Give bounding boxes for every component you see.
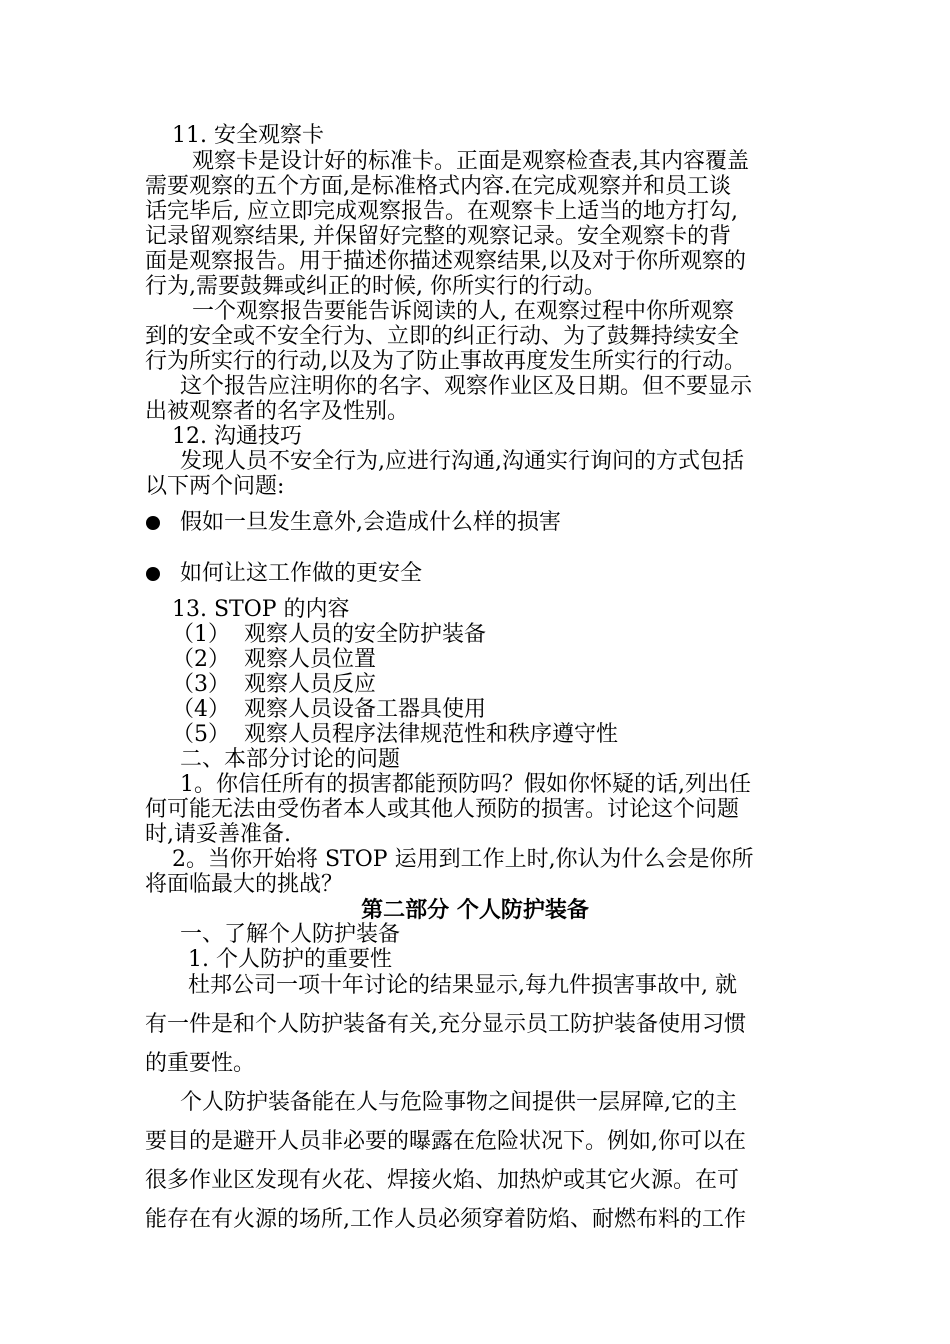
section-heading: 1. 个人防护的重要性 bbox=[188, 947, 392, 972]
section-heading-11: 11. 安全观察卡 bbox=[172, 123, 324, 148]
paragraph-line: 杜邦公司一项十年讨论的结果显示,每九件损害事故中, 就 bbox=[188, 973, 737, 998]
paragraph-line: 有一件是和个人防护装备有关,充分显示员工防护装备使用习惯 bbox=[145, 1012, 746, 1037]
section-heading-12: 12. 沟通技巧 bbox=[172, 424, 302, 449]
bullet-item: 假如一旦发生意外,会造成什么样的损害 bbox=[180, 510, 561, 535]
list-item: （2） 观察人员位置 bbox=[172, 647, 376, 672]
paragraph-line: 这个报告应注明你的名字、观察作业区及日期。但不要显示 bbox=[180, 374, 753, 399]
section-heading-13: 13. STOP 的内容 bbox=[172, 597, 350, 622]
bullet-icon bbox=[146, 567, 160, 581]
paragraph-line: 将面临最大的挑战？ bbox=[145, 872, 344, 897]
list-item: （5） 观察人员程序法律规范性和秩序遵守性 bbox=[172, 722, 618, 747]
paragraph-line: 以下两个问题: bbox=[145, 474, 285, 499]
paragraph-line: 观察卡是设计好的标准卡。正面是观察检查表,其内容覆盖 bbox=[192, 149, 749, 174]
paragraph-line: 记录留观察结果, 并保留好完整的观察记录。安全观察卡的背 bbox=[145, 224, 731, 249]
paragraph-line: 发现人员不安全行为,应进行沟通,沟通实行询问的方式包括 bbox=[180, 449, 744, 474]
paragraph-line: 需要观察的五个方面,是标准格式内容.在完成观察并和员工谈 bbox=[145, 174, 731, 199]
paragraph-line: 个人防护装备能在人与危险事物之间提供一层屏障,它的主 bbox=[180, 1090, 737, 1115]
paragraph-line: 2。当你开始将 STOP 运用到工作上时,你认为什么会是你所 bbox=[172, 847, 754, 872]
paragraph-line: 能存在有火源的场所,工作人员必须穿着防焰、耐燃布料的工作 bbox=[145, 1207, 746, 1232]
bullet-item: 如何让这工作做的更安全 bbox=[180, 561, 423, 586]
paragraph-line: 行为,需要鼓舞或纠正的时候, 你所实行的行动。 bbox=[145, 274, 606, 299]
section-heading: 一、了解个人防护装备 bbox=[180, 922, 401, 947]
list-item: （3） 观察人员反应 bbox=[172, 672, 376, 697]
paragraph-line: 出被观察者的名字及性别。 bbox=[145, 399, 410, 424]
list-item: （4） 观察人员设备工器具使用 bbox=[172, 697, 486, 722]
bullet-icon bbox=[146, 516, 160, 530]
paragraph-line: 很多作业区发现有火花、焊接火焰、加热炉或其它火源。在可 bbox=[145, 1168, 740, 1193]
paragraph-line: 的重要性。 bbox=[145, 1051, 256, 1076]
paragraph-line: 1。你信任所有的损害都能预防吗？假如你怀疑的话,列出任 bbox=[180, 772, 751, 797]
paragraph-line: 时,请妥善准备. bbox=[145, 822, 291, 847]
paragraph-line: 何可能无法由受伤者本人或其他人预防的损害。讨论这个问题 bbox=[145, 797, 740, 822]
part-title: 第二部分 个人防护装备 bbox=[361, 897, 589, 923]
paragraph-line: 面是观察报告。用于描述你描述观察结果,以及对于你所观察的 bbox=[145, 249, 746, 274]
paragraph-line: 行为所实行的行动,以及为了防止事故再度发生所实行的行动。 bbox=[145, 349, 746, 374]
list-item: （1） 观察人员的安全防护装备 bbox=[172, 622, 486, 647]
paragraph-line: 要目的是避开人员非必要的曝露在危险状况下。例如,你可以在 bbox=[145, 1129, 746, 1154]
paragraph-line: 到的安全或不安全行为、立即的纠正行动、为了鼓舞持续安全 bbox=[145, 324, 740, 349]
section-heading: 二、本部分讨论的问题 bbox=[180, 747, 401, 772]
paragraph-line: 一个观察报告要能告诉阅读的人, 在观察过程中你所观察 bbox=[192, 299, 734, 324]
paragraph-line: 话完毕后, 应立即完成观察报告。在观察卡上适当的地方打勾, bbox=[145, 199, 738, 224]
